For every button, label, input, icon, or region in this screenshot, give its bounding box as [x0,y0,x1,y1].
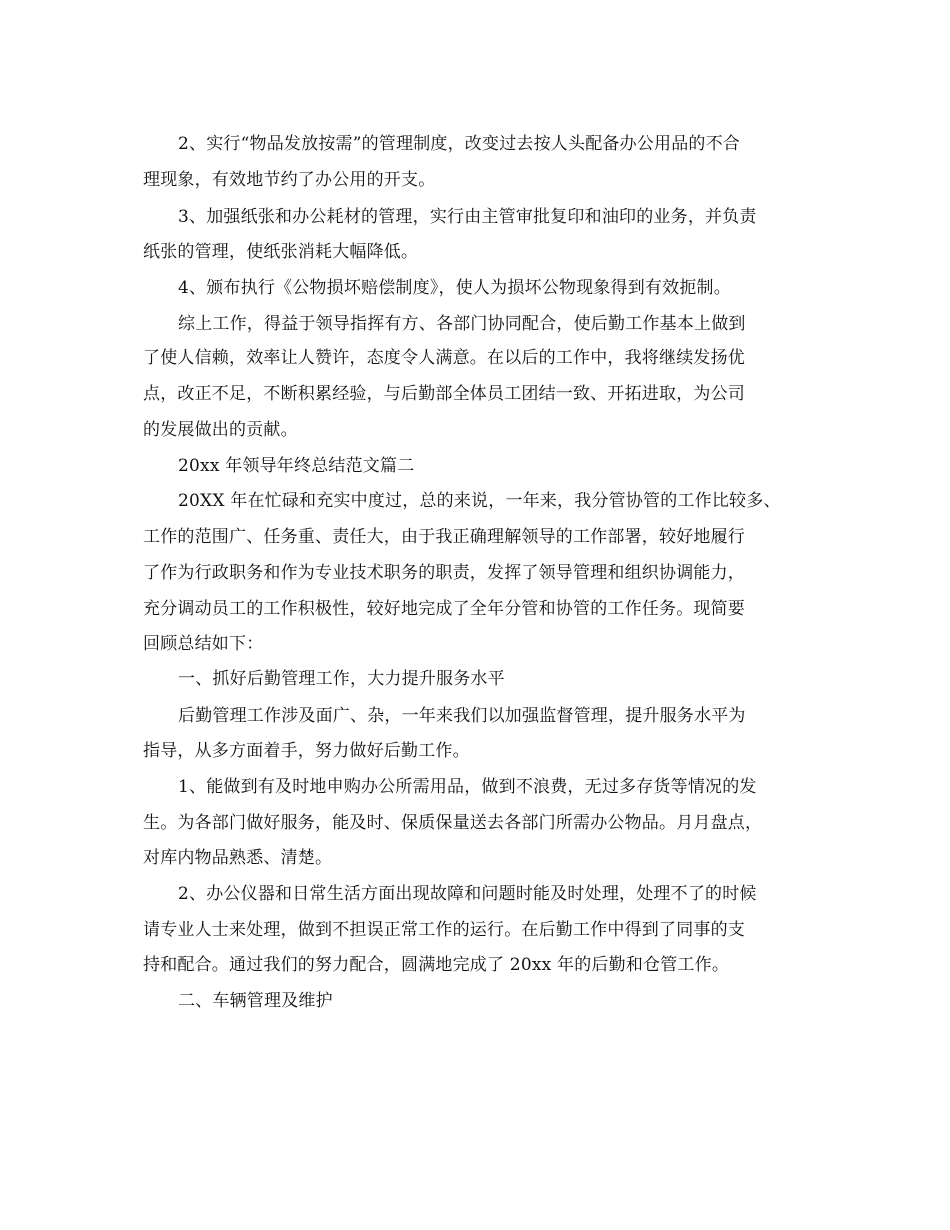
paragraph-line: 1、能做到有及时地申购办公所需用品，做到不浪费，无过多存货等情况的发 [178,777,757,797]
paragraph-line: 持和配合。通过我们的努力配合，圆满地完成了 20xx 年的后勤和仓管工作。 [143,955,730,975]
paragraph-line: 综上工作，得益于领导指挥有方、各部门协同配合，使后勤工作基本上做到 [178,314,746,334]
section-heading: 二、车辆管理及维护 [178,991,333,1011]
paragraph-line: 20XX 年在忙碌和充实中度过，总的来说，一年来，我分管协管的工作比较多、 [178,491,781,511]
paragraph-line: 的发展做出的贡献。 [143,420,298,440]
paragraph-line: 指导，从多方面着手，努力做好后勤工作。 [143,741,470,761]
paragraph-line: 了使人信赖，效率让人赞许，态度令人满意。在以后的工作中，我将继续发扬优 [143,348,745,368]
section-heading: 一、抓好后勤管理工作，大力提升服务水平 [178,669,505,689]
paragraph-line: 回顾总结如下： [143,634,264,654]
paragraph-line: 后勤管理工作涉及面广、杂，一年来我们以加强监督管理，提升服务水平为 [178,706,746,726]
paragraph-line: 工作的范围广、任务重、责任大，由于我正确理解领导的工作部署，较好地履行 [143,527,745,547]
paragraph-line: 了作为行政职务和作为专业技术职务的职责，发挥了领导管理和组织协调能力， [143,563,745,583]
paragraph-line: 请专业人士来处理，做到不担误正常工作的运行。在后勤工作中得到了同事的支 [143,920,745,940]
paragraph-line: 点，改正不足，不断积累经验，与后勤部全体员工团结一致、开拓进取，为公司 [143,384,745,404]
paragraph-line: 充分调动员工的工作积极性，较好地完成了全年分管和协管的工作任务。现简要 [143,599,745,619]
paragraph-line: 生。为各部门做好服务，能及时、保质保量送去各部门所需办公物品。月月盘点， [143,813,763,833]
paragraph-line: 纸张的管理，使纸张消耗大幅降低。 [143,242,419,262]
paragraph-line: 2、实行“物品发放按需”的管理制度，改变过去按人头配备办公用品的不合 [178,134,740,154]
paragraph-line: 理现象，有效地节约了办公用的开支。 [143,170,436,190]
paragraph-line: 4、颁布执行《公物损坏赔偿制度》，使人为损坏公物现象得到有效扼制。 [178,278,731,298]
section-heading: 20xx 年领导年终总结范文篇二 [178,456,415,476]
paragraph-line: 2、办公仪器和日常生活方面出现故障和问题时能及时处理，处理不了的时候 [178,884,757,904]
paragraph-line: 3、加强纸张和办公耗材的管理，实行由主管审批复印和油印的业务，并负责 [178,207,757,227]
paragraph-line: 对库内物品熟悉、清楚。 [143,848,333,868]
